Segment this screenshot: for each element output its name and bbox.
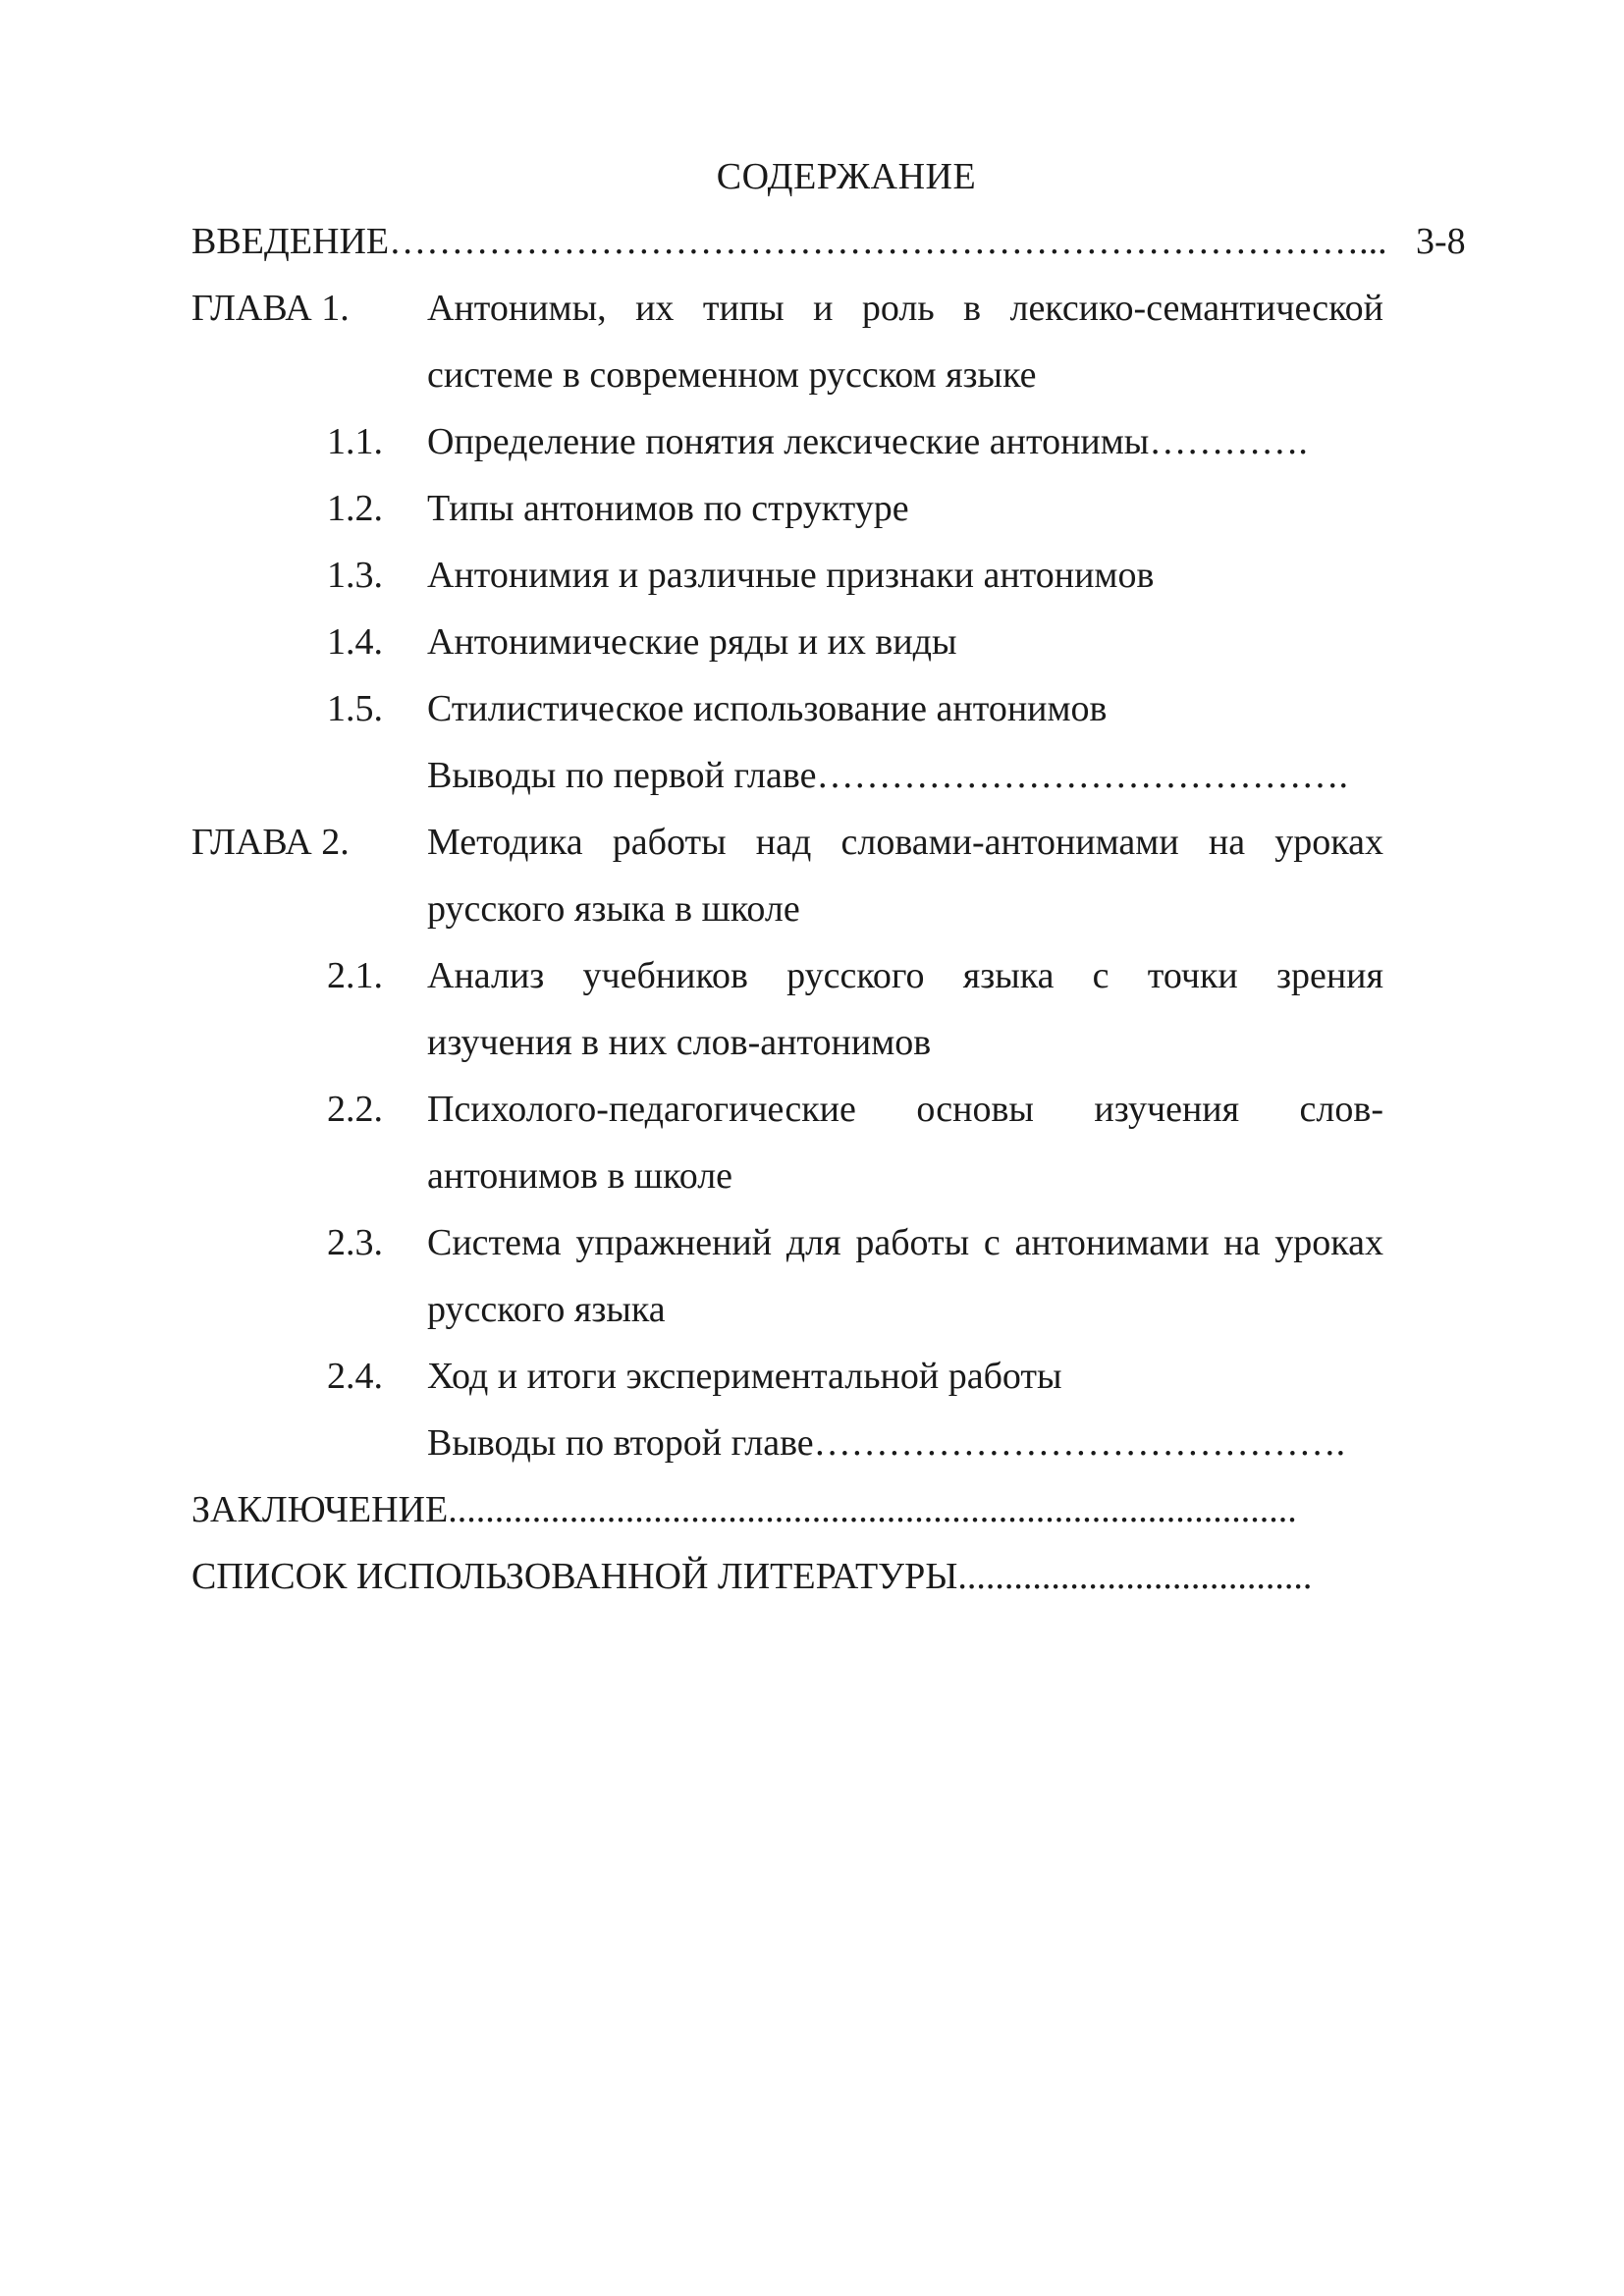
- section-title: Ход и итоги экспериментальной работы: [427, 1356, 1062, 1397]
- section-title: Анализ учебников русского языка с точки зрения: [427, 955, 1383, 996]
- section-title-cont: изучения в них слов-антонимов: [427, 1022, 932, 1063]
- toc-entry-intro-pages: 3-8: [1416, 221, 1466, 262]
- section-title: Антонимические ряды и их виды: [427, 621, 957, 663]
- toc-entry-conclusion: ЗАКЛЮЧЕНИЕ...........................................................................................: [191, 1489, 1297, 1530]
- chapter-1-title-cont: системе в современном русском языке: [427, 354, 1037, 396]
- section-number: 2.1.: [327, 955, 383, 996]
- chapter-2-conclusions: Выводы по второй главе…………………………………….: [427, 1422, 1346, 1464]
- chapter-1-label: ГЛАВА 1.: [191, 288, 350, 329]
- section-title-cont: русского языка: [427, 1289, 666, 1330]
- section-number: 2.3.: [327, 1222, 383, 1263]
- section-number: 1.2.: [327, 488, 383, 529]
- section-number: 2.2.: [327, 1089, 383, 1130]
- section-title: Типы антонимов по структуре: [427, 488, 909, 529]
- toc-entry-references: СПИСОК ИСПОЛЬЗОВАННОЙ ЛИТЕРАТУРЫ......................................: [191, 1556, 1313, 1597]
- chapter-2-title: Методика работы над словами-антонимами на уроках: [427, 822, 1383, 863]
- chapter-2-title-cont: русского языка в школе: [427, 888, 800, 930]
- section-number: 2.4.: [327, 1356, 383, 1397]
- page-title: СОДЕРЖАНИЕ: [716, 156, 977, 197]
- section-title: Стилистическое использование антонимов: [427, 688, 1108, 729]
- toc-entry-intro: ВВЕДЕНИЕ……………………………………………………………………...: [191, 221, 1387, 262]
- section-title: Антонимия и различные признаки антонимов: [427, 555, 1155, 596]
- section-title-cont: антонимов в школе: [427, 1155, 733, 1197]
- chapter-1-conclusions: Выводы по первой главе…………………………………….: [427, 755, 1348, 796]
- section-title: Определение понятия лексические антонимы………….: [427, 421, 1308, 462]
- section-number: 1.1.: [327, 421, 383, 462]
- section-title: Психолого-педагогические основы изучения слов-: [427, 1089, 1383, 1130]
- section-number: 1.3.: [327, 555, 383, 596]
- section-number: 1.5.: [327, 688, 383, 729]
- chapter-2-label: ГЛАВА 2.: [191, 822, 350, 863]
- section-number: 1.4.: [327, 621, 383, 663]
- chapter-1-title: Антонимы, их типы и роль в лексико-семантической: [427, 288, 1383, 329]
- section-title: Система упражнений для работы с антонимами на уроках: [427, 1222, 1383, 1263]
